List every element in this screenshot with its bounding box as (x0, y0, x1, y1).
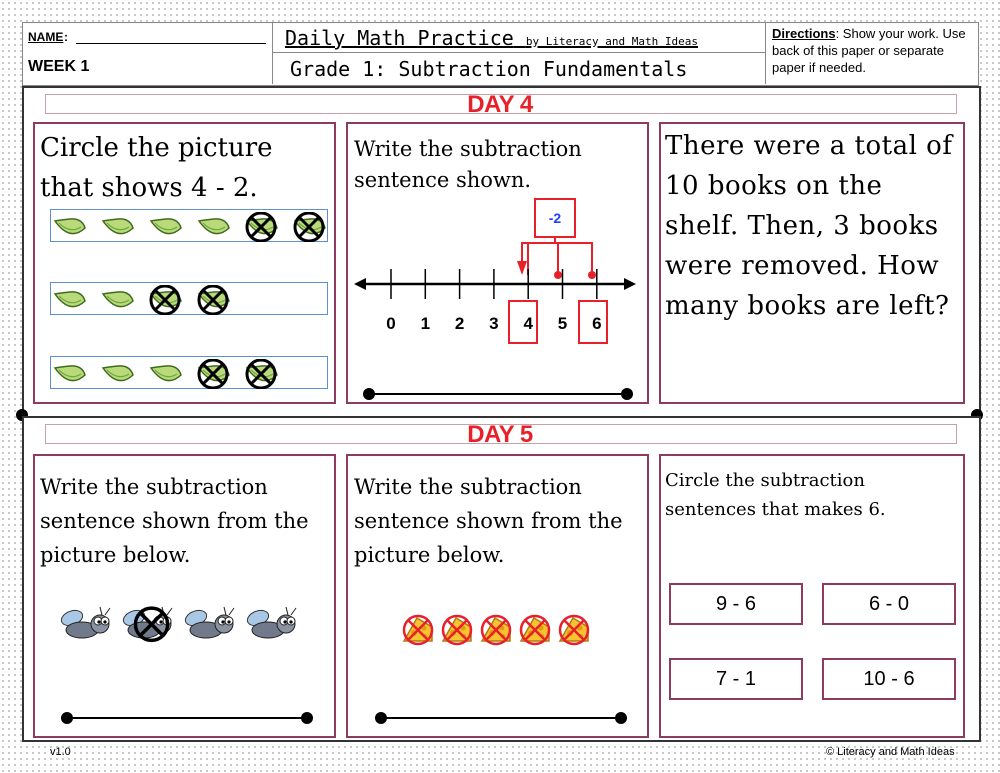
melon-slice-icon (100, 285, 136, 320)
jump-arrow (555, 243, 558, 275)
day5-label: DAY 5 (467, 421, 533, 448)
melon-slice-icon (52, 285, 88, 320)
answer-line-endpoint (301, 712, 313, 724)
version-label: v1.0 (50, 746, 71, 758)
answer-line-endpoint (621, 388, 633, 400)
name-answer-line[interactable] (76, 43, 266, 44)
melon-slice-icon (100, 359, 136, 394)
jump-start-dot (588, 271, 596, 279)
page-subtitle: Grade 1: Subtraction Fundamentals (290, 57, 688, 81)
crossed-melon-slice-icon (148, 285, 184, 320)
crossed-melon-slice-icon (196, 359, 232, 394)
day4-question1-text: Circle the picture that shows 4 - 2. (40, 133, 273, 203)
answer-line-endpoint (615, 712, 627, 724)
directions-text: : Show your work. Use back of this paper or separate paper if needed. (772, 26, 966, 75)
crossed-cheese-wedge-icon (516, 613, 554, 654)
header-divider (272, 52, 765, 53)
crossed-cheese-wedge-icon (438, 613, 476, 654)
answer-line[interactable] (369, 393, 627, 395)
answer-choice[interactable]: 6 - 0 (822, 583, 956, 625)
crossed-melon-slice-icon (244, 212, 280, 247)
name-colon: : (64, 30, 68, 44)
name-label: NAME (28, 30, 64, 44)
answer-line[interactable] (67, 717, 307, 719)
jump-arrow (522, 237, 555, 263)
answer-choice[interactable]: 9 - 6 (669, 583, 803, 625)
fly-icon (58, 604, 118, 649)
melon-slice-icon (196, 212, 232, 247)
picture-option-row[interactable] (50, 282, 328, 315)
crossed-cheese-wedge-icon (399, 613, 437, 654)
number-line-label: 0 (386, 314, 396, 333)
melon-slice-icon (100, 212, 136, 247)
melon-slice-icon (148, 359, 184, 394)
crossed-melon-slice-icon (196, 285, 232, 320)
crossed-melon-slice-icon (292, 212, 328, 247)
crossed-fly-icon (120, 604, 180, 649)
jump-arrowhead (517, 261, 527, 275)
number-line-label: 2 (454, 314, 465, 333)
directions-label: Directions (772, 26, 836, 41)
melon-slice-icon (148, 212, 184, 247)
answer-line-endpoint (375, 712, 387, 724)
crossed-cheese-wedge-icon (555, 613, 593, 654)
melon-slice-icon (52, 359, 88, 394)
title-byline: by Literacy and Math Ideas (525, 35, 699, 48)
day4-question3-text: There were a total of 10 books on the shelf. Then, 3 books were removed. How many books are left? (665, 131, 953, 321)
number-line-label: 3 (489, 314, 499, 333)
copyright: © Literacy and Math Ideas (826, 746, 955, 758)
number-line-label: 4 (523, 314, 533, 333)
header-divider (272, 22, 273, 84)
answer-line-endpoint (363, 388, 375, 400)
fly-icon (244, 604, 304, 649)
number-line (346, 195, 646, 345)
day5-question3-text: Circle the subtraction sentences that makes 6. (665, 470, 886, 520)
header-divider (765, 22, 766, 84)
melon-slice-icon (52, 212, 88, 247)
answer-choice[interactable]: 10 - 6 (822, 658, 956, 700)
directions (772, 25, 977, 76)
fly-icon (182, 604, 242, 649)
number-line-label: 6 (592, 314, 602, 333)
day5-question2-text: Write the subtraction sentence shown from the picture below. (354, 475, 623, 567)
week-label: WEEK 1 (28, 58, 90, 75)
answer-line-endpoint (61, 712, 73, 724)
jump-start-dot (554, 271, 562, 279)
page-title (285, 26, 698, 50)
crossed-melon-slice-icon (244, 359, 280, 394)
title-text: Daily Math Practice (285, 26, 514, 50)
axis-arrow-right (624, 278, 636, 290)
day5-question1-text: Write the subtraction sentence shown from the picture below. (40, 475, 309, 567)
day4-question2-text: Write the subtraction sentence shown. (354, 137, 582, 192)
crossed-cheese-wedge-icon (477, 613, 515, 654)
day4-label: DAY 4 (467, 91, 533, 118)
answer-choice[interactable]: 7 - 1 (669, 658, 803, 700)
number-line-label: 5 (557, 314, 568, 333)
jump-label: -2 (548, 210, 562, 226)
axis-arrow-left (354, 278, 366, 290)
picture-option-row[interactable] (50, 209, 328, 242)
picture-option-row[interactable] (50, 356, 328, 389)
number-line-label: 1 (420, 314, 431, 333)
answer-line[interactable] (381, 717, 621, 719)
